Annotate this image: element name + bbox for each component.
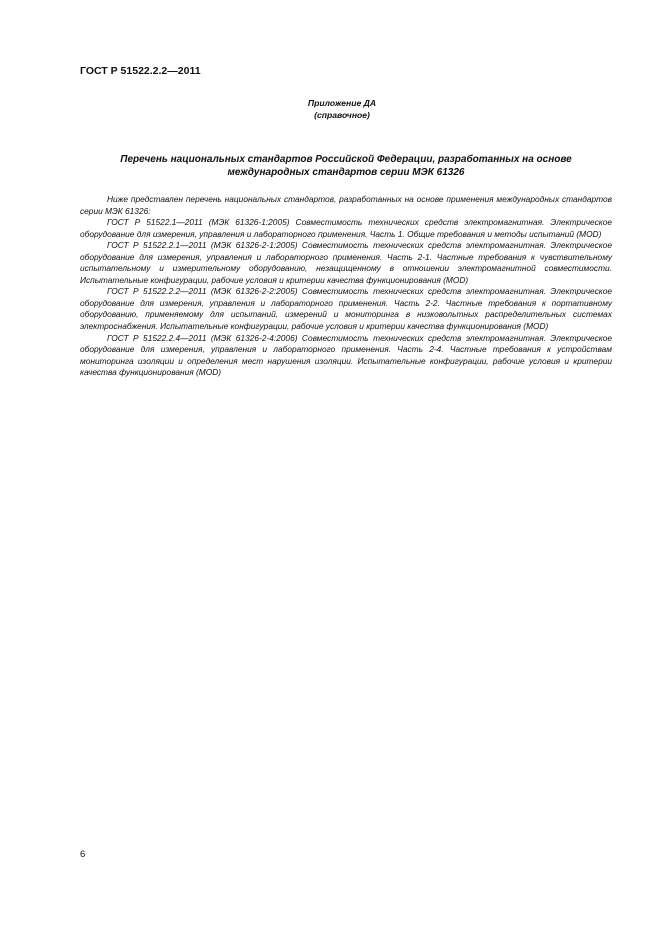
paragraph-standard: ГОСТ Р 51522.1—2011 (МЭК 61326-1:2005) Совместимость технических средств электромагнитная. Электрическое оборудование для измерения, управления и лабораторного применения. Часть 1. Общие требования и методы испытаний (MOD) bbox=[80, 217, 612, 239]
title-line: международных стандартов серии МЭК 61326 bbox=[227, 166, 465, 178]
appendix-heading bbox=[0, 98, 661, 121]
paragraph-standard: ГОСТ Р 51522.2.1—2011 (МЭК 61326-2-1:2005) Совместимость технических средств электромагнитная. Электрическое оборудование для измерения, управления и лабораторного применения. Часть 2-1. Частные требования к чувствительному испытательному и измерительному оборудованию, незащищенному в отношении электромагнитной совместимости. Испытательные конфигурации, рабочие условия и критерии качества функционирования (MOD) bbox=[80, 240, 612, 285]
paragraph-standard: ГОСТ Р 51522.2.2—2011 (МЭК 61326-2-2:2005) Совместимость технических средств электромагнитная. Электрическое оборудование для измерения, управления и лабораторного применения. Часть 2-2. Частные требования к портативному оборудованию, применяемому для испытаний, измерений и мониторинга в низковольтных распределительных системах электроснабжения. Испытательные конфигурации, рабочие условия и критерии качества функционирования (MOD) bbox=[80, 286, 612, 332]
body-text bbox=[80, 194, 612, 379]
appendix-label: Приложение ДА bbox=[307, 98, 377, 108]
section-title bbox=[80, 154, 612, 179]
title-line: Перечень национальных стандартов Российской Федерации, разработанных на основе bbox=[120, 154, 572, 165]
paragraph-intro: Ниже представлен перечень национальных стандартов, разработанных на основе применения международных стандартов серии МЭК 61326: bbox=[80, 194, 612, 216]
appendix-type: (справочное) bbox=[314, 109, 370, 120]
page-number: 6 bbox=[80, 849, 86, 860]
paragraph-standard: ГОСТ Р 51522.2.4—2011 (МЭК 61326-2-4:2006) Совместимость технических средств электромагнитная. Электрическое оборудование для измерения, управления и лабораторного применения. Часть 2-4. Частные требования к устройствам мониторинга изоляции и определения мест нарушения изоляции. Испытательные конфигурации, рабочие условия и критерии качества функционирования (MOD) bbox=[80, 332, 612, 378]
document-header: ГОСТ Р 51522.2.2—2011 bbox=[80, 65, 201, 77]
